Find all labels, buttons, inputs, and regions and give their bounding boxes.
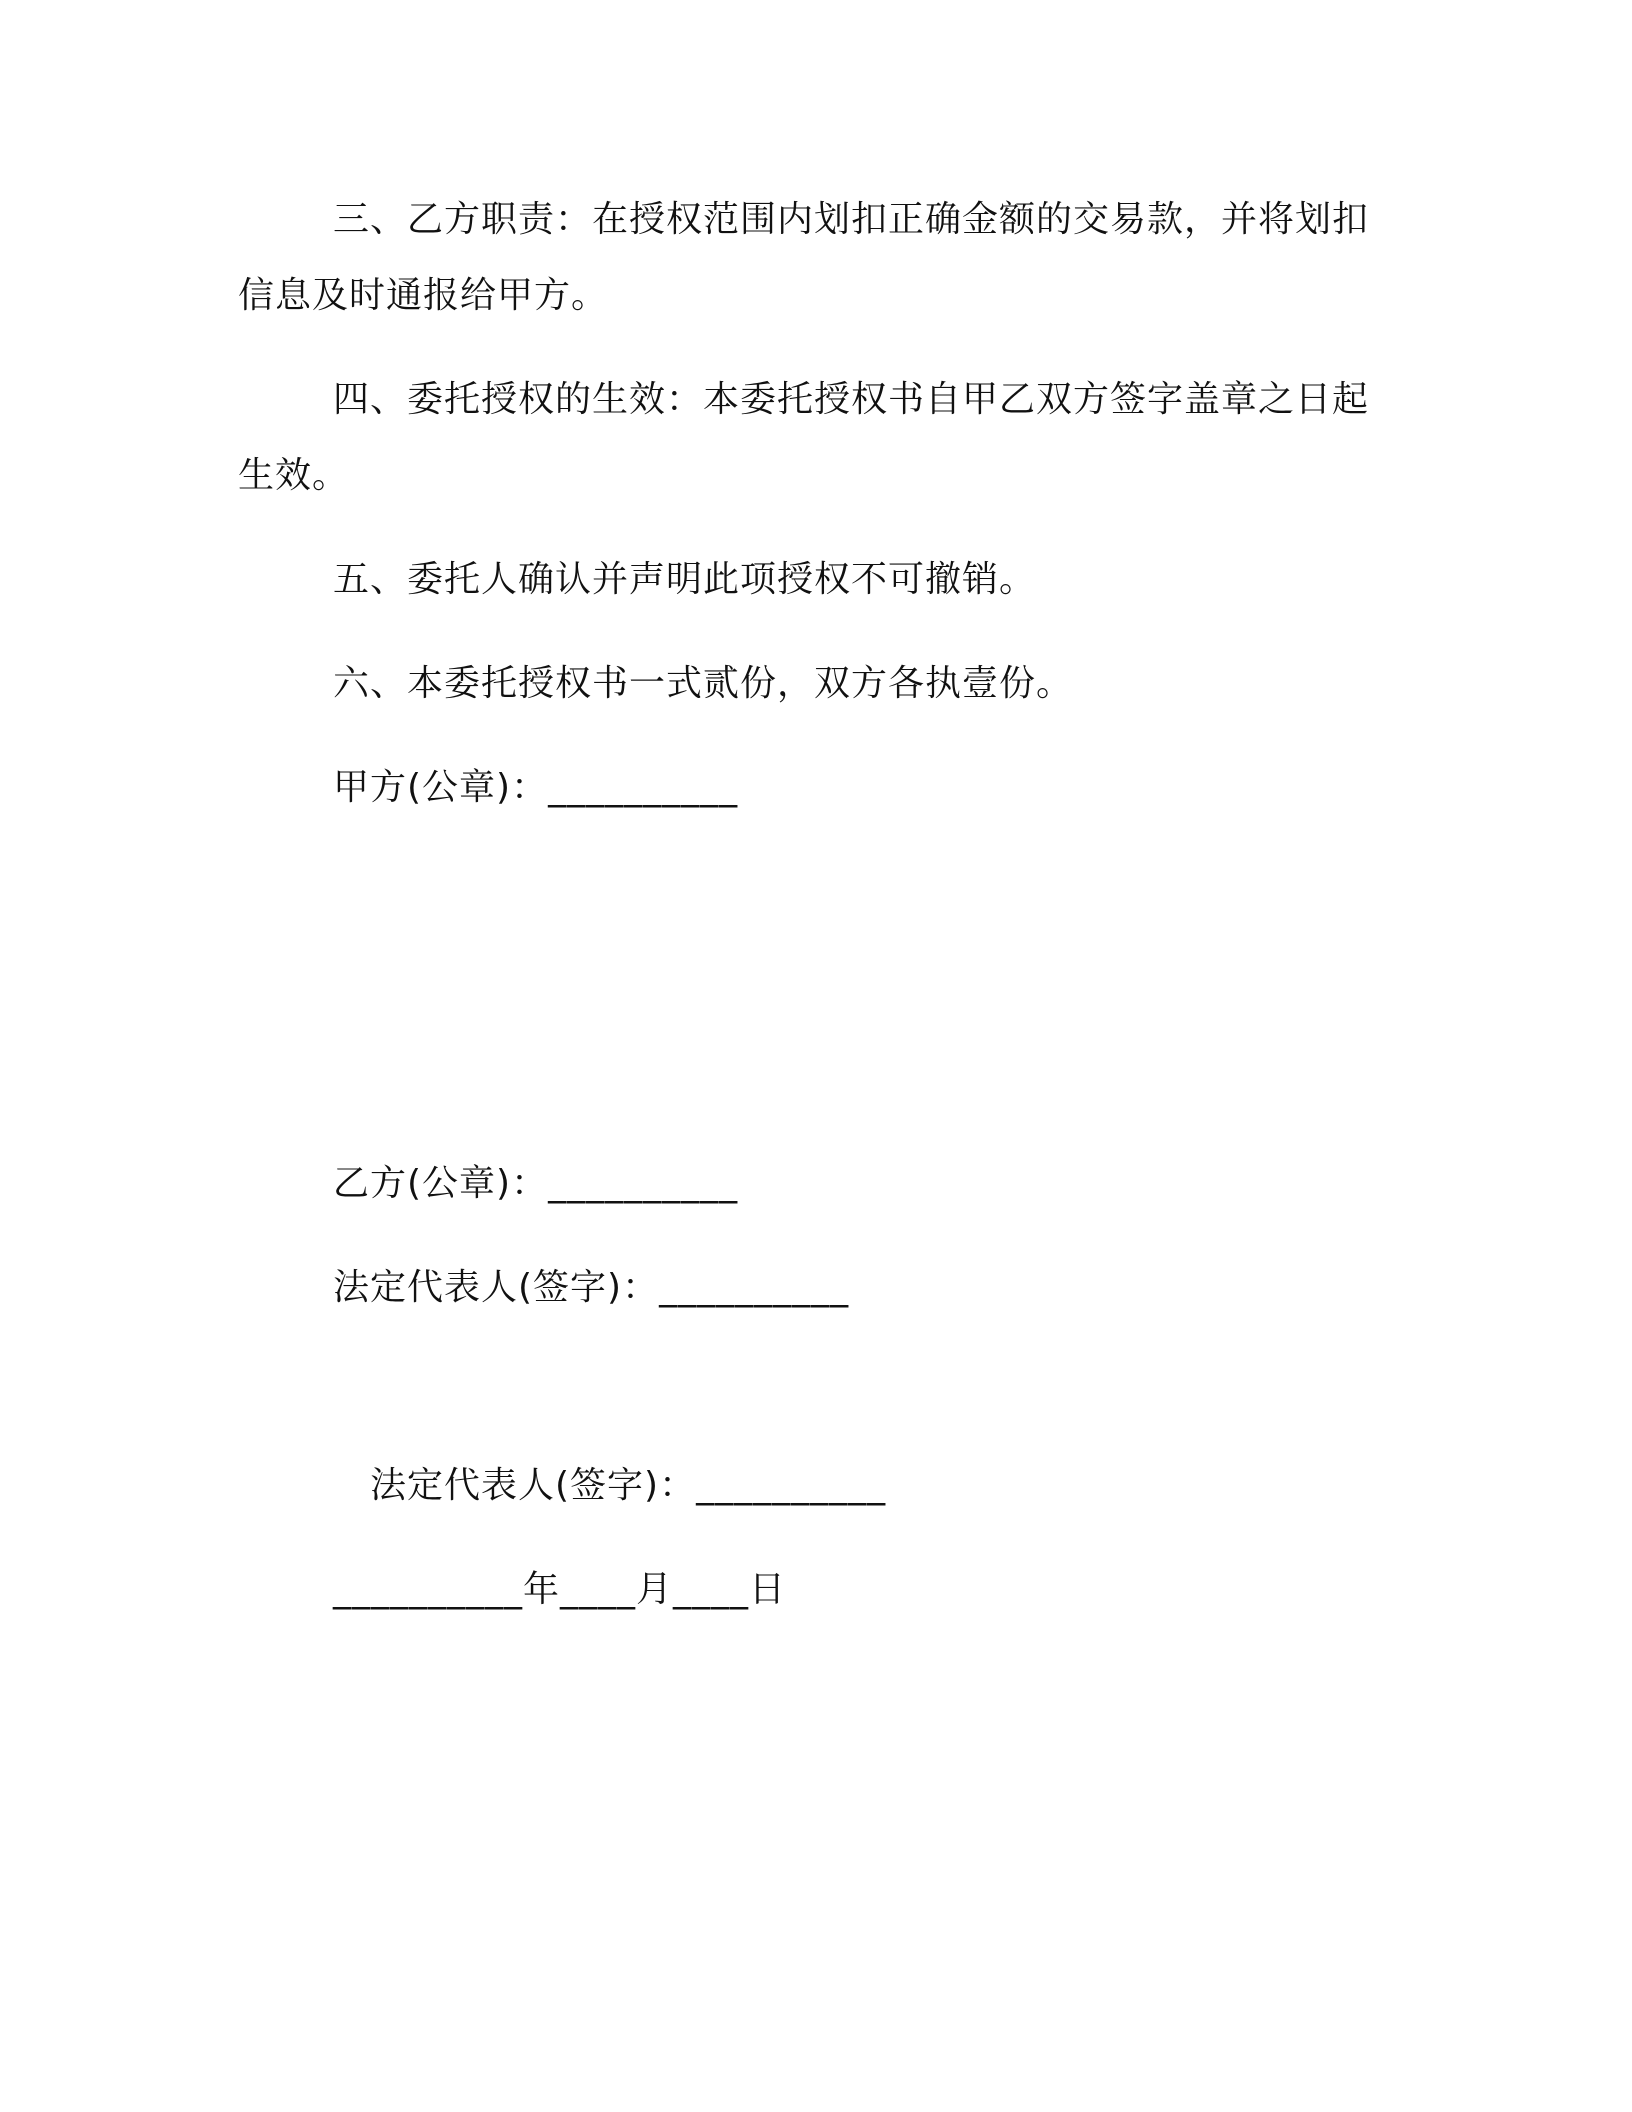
party-a-seal-line: 甲方(公章)：__________ [333,767,739,808]
date-line: __________年____月____日 [333,1569,786,1610]
clause-3-line-1: 三、乙方职责：在授权范围内划扣正确金额的交易款，并将划扣 [333,199,1370,240]
clause-4-line-1: 四、委托授权的生效：本委托授权书自甲乙双方签字盖章之日起 [333,379,1370,420]
clause-3-line-2: 信息及时通报给甲方。 [238,275,609,316]
legal-representative-signature-2: 法定代表人(签字)：__________ [370,1465,887,1506]
party-b-seal-line: 乙方(公章)：__________ [333,1163,739,1204]
clause-4-line-2: 生效。 [238,455,350,496]
clause-5: 五、委托人确认并声明此项授权不可撤销。 [333,559,1037,600]
clause-6: 六、本委托授权书一式贰份，双方各执壹份。 [333,663,1074,704]
legal-representative-signature-1: 法定代表人(签字)：__________ [333,1267,850,1308]
